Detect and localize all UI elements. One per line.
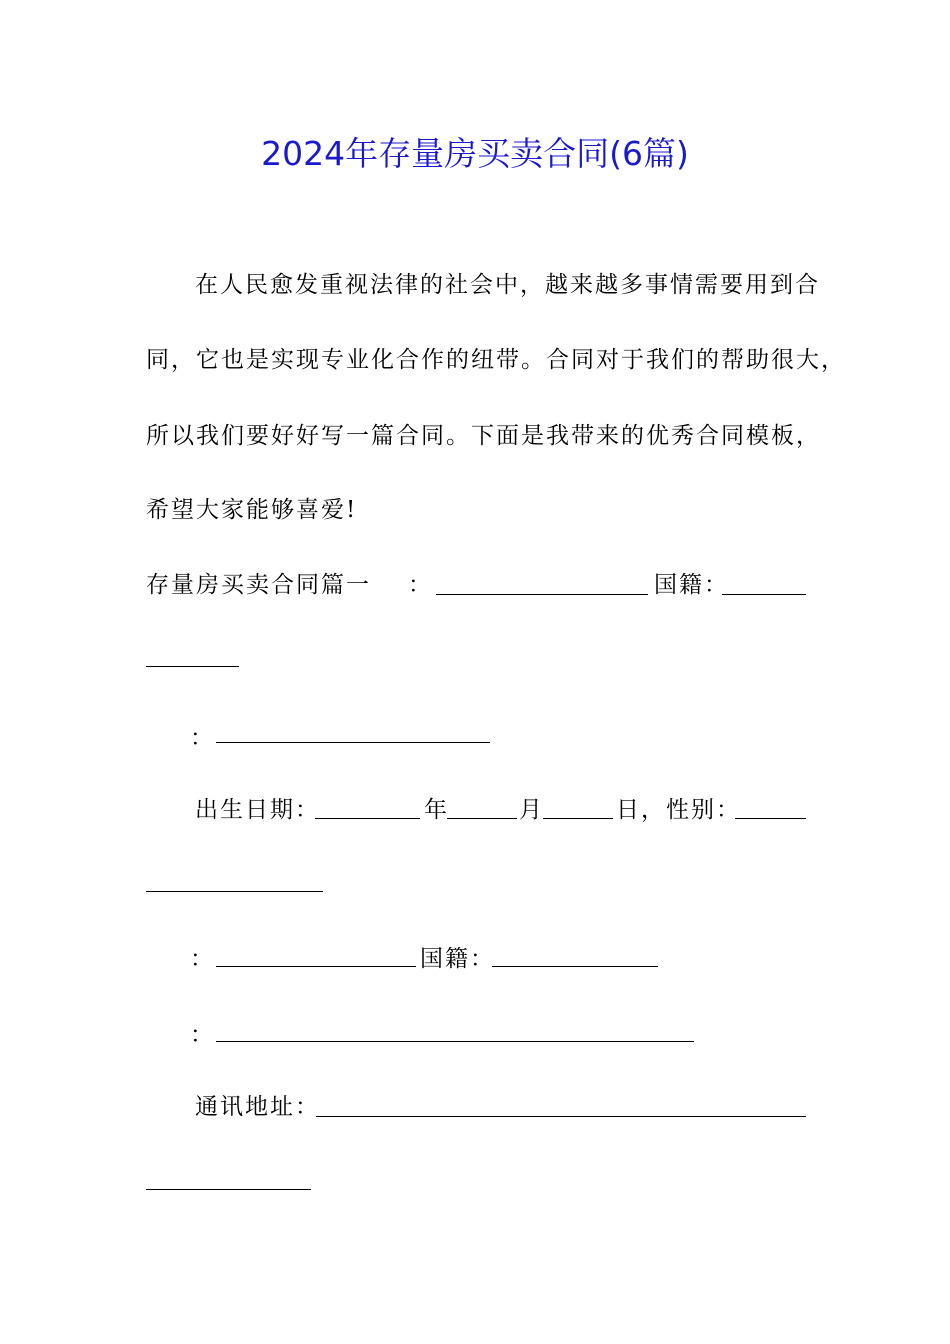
- nationality-label-1: 国籍：: [654, 572, 729, 598]
- seller-colon: ：: [408, 572, 433, 598]
- nationality-blank-1-cont[interactable]: [146, 666, 239, 667]
- section-heading: 存量房买卖合同篇一: [146, 572, 371, 598]
- birth-year-blank[interactable]: [315, 818, 420, 819]
- birth-label: 出生日期：: [195, 797, 320, 823]
- birth-day-blank[interactable]: [543, 818, 613, 819]
- intro-line-4: 希望大家能够喜爱!: [146, 497, 358, 523]
- form-row-heading: [146, 570, 371, 600]
- intro-line-3: 所以我们要好好写一篇合同。下面是我带来的优秀合同模板，: [146, 423, 821, 449]
- address-blank[interactable]: [316, 1116, 806, 1117]
- buyer-colon: ：: [190, 946, 215, 972]
- intro-line-2: 同，它也是实现专业化合作的纽带。合同对于我们的帮助很大，: [146, 347, 846, 373]
- nationality-label-2: 国籍：: [420, 946, 495, 972]
- address-label: 通讯地址：: [195, 1094, 320, 1120]
- document-title: 2024年存量房买卖合同(6篇): [261, 134, 689, 173]
- nationality-blank-2[interactable]: [492, 966, 658, 967]
- id-blank-1[interactable]: [216, 742, 490, 743]
- year-label: 年: [424, 797, 449, 823]
- seller-name-blank[interactable]: [436, 594, 648, 595]
- address-blank-cont[interactable]: [146, 1189, 311, 1190]
- birth-month-blank[interactable]: [447, 818, 517, 819]
- gender-blank-cont[interactable]: [146, 891, 323, 892]
- nationality-blank-1[interactable]: [722, 594, 806, 595]
- buyer-name-blank[interactable]: [216, 966, 416, 967]
- id-blank-2[interactable]: [216, 1041, 694, 1042]
- intro-line-1: 在人民愈发重视法律的社会中，越来越多事情需要用到合: [195, 272, 820, 298]
- month-label: 月: [519, 797, 544, 823]
- day-gender-label: 日，性别：: [616, 797, 741, 823]
- id-colon-1: ：: [190, 725, 215, 751]
- id-colon-2: ：: [190, 1022, 215, 1048]
- gender-blank[interactable]: [735, 818, 806, 819]
